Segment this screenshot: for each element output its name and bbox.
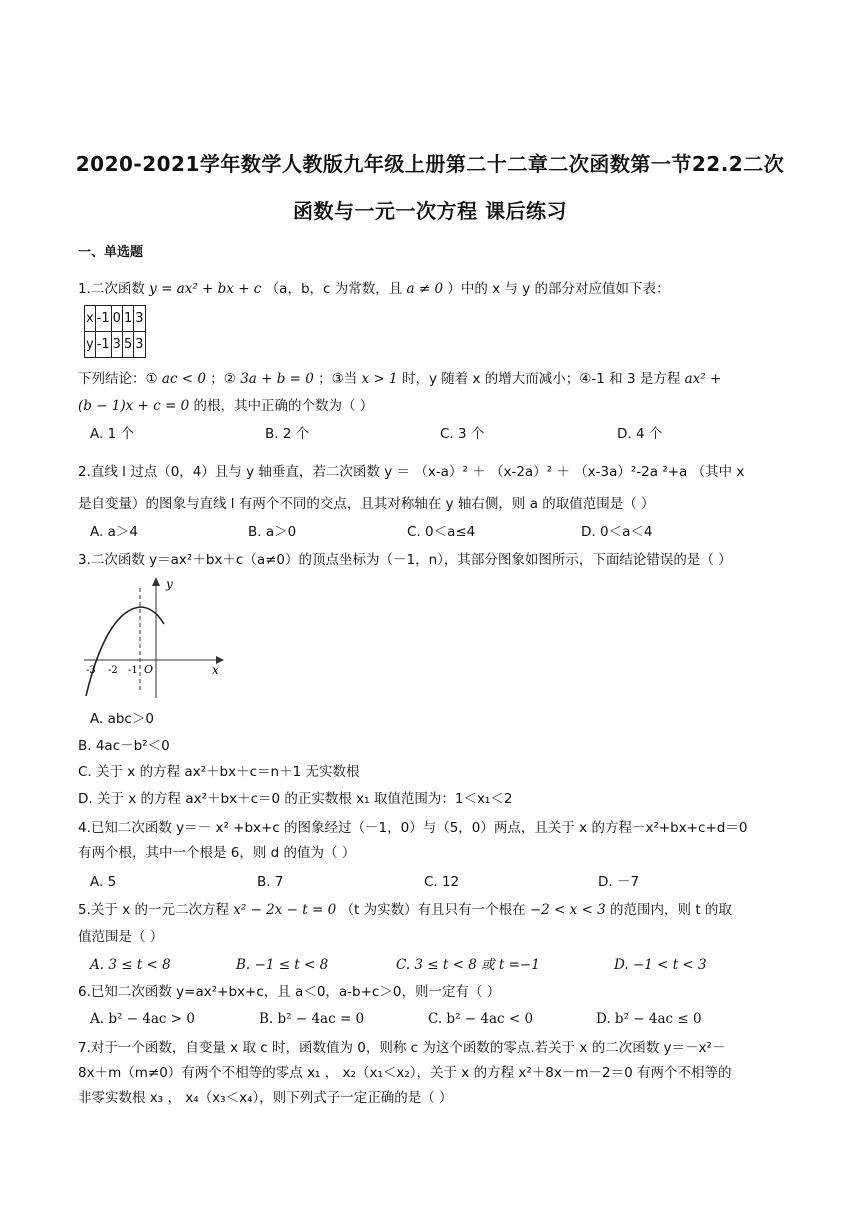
q1-option-d: D. 4 个 [617,426,663,442]
table-cell: -1 [95,306,111,332]
q1-conclusion-1: ac < 0 [161,371,206,387]
document-title-line-1: 2020-2021学年数学人教版九年级上册第二十二章二次函数第一节22.2二次 [75,152,785,176]
q3-option-d: D. 关于 x 的方程 ax²＋bx＋c＝0 的正实数根 x₁ 取值范围为：1＜x₁＜2 [78,791,513,807]
q1-conclusions-line-2 [78,396,373,416]
q1-post-text: ）中的 x 与 y 的部分对应值如下表： [443,281,670,297]
question-2-stem: 2.直线 l 过点（0，4）且与 y 轴垂直，若二次函数 y ＝ （x-a）² ＋ （x-2a）² ＋ （x-3a）²-2a ²+a （其中 x [78,464,745,480]
q5-option-a: A. 3 ≤ t < 8 [90,957,171,973]
q5-option-b: B. −1 ≤ t < 8 [236,957,329,973]
table-cell: 3 [134,332,145,358]
q2-option-b: B. a＞0 [248,524,297,540]
q5-pre-text: 5.关于 x 的一元二次方程 [78,902,234,918]
q2-option-a: A. a＞4 [90,524,138,540]
y-axis-label: y [166,577,173,591]
question-7-stem: 7.对于一个函数，自变量 x 取 c 时，函数值为 0，则称 c 为这个函数的零点.若关于 x 的二次函数 y＝－x²－ [78,1040,726,1056]
table-cell: 0 [111,306,122,332]
q1-option-a: A. 1 个 [90,426,134,442]
q6-option-b: B. b² − 4ac = 0 [259,1011,365,1027]
q3-option-c: C. 关于 x 的方程 ax²＋bx＋c＝n＋1 无实数根 [78,764,360,780]
q4-option-b: B. 7 [257,874,284,890]
table-cell: 1 [122,306,133,332]
q1-equation: (b − 1)x + c = 0 [78,398,190,414]
table-cell: -1 [95,332,111,358]
tick-label: -3 [86,665,96,676]
q5-equation: x² − 2x − t = 0 [233,902,337,918]
q4-option-d: D. －7 [598,874,640,890]
q4-option-c: C. 12 [424,874,460,890]
q1-pre-text: 1.二次函数 [78,281,150,297]
q2-option-d: D. 0＜a＜4 [581,524,653,540]
x-axis-label: x [212,663,219,677]
q6-option-d: D. b² − 4ac ≤ 0 [596,1011,702,1027]
document-title-line-2: 函数与一元一次方程 课后练习 [293,199,567,223]
q1-c-sep-1: ；② [206,371,241,387]
q3-option-a: A. abc＞0 [90,711,154,727]
tick-label: -1 [128,665,138,676]
section-heading: 一、单选题 [78,245,144,260]
q1-conclusion-3: x > 1 [361,371,398,387]
q1-option-b: B. 2 个 [265,426,310,442]
q1-option-c: C. 3 个 [440,426,485,442]
q1-c-mid: 时，y 随着 x 的增大而减小；④-1 和 3 是方程 [397,371,685,387]
q5-range: −2 < x < 3 [529,902,606,918]
q3-parabola-graph [78,574,228,702]
table-row [85,332,146,358]
q1-question-end: 的根，其中正确的个数为（ ） [189,398,374,414]
question-6-stem: 6.已知二次函数 y=ax²+bx+c，且 a＜0，a-b+c＞0，则一定有（ ） [78,984,501,1000]
table-cell: x [85,306,96,332]
question-7-stem-line-3: 非零实数根 x₃ ， x₄（x₃＜x₄），则下列式子一定正确的是（ ） [78,1090,453,1106]
q1-c-prefix: 下列结论：① [78,371,162,387]
q5-option-d: D. −1 < t < 3 [614,957,707,973]
table-cell: y [85,332,96,358]
question-5-stem-line-2: 值范围是（ ） [78,929,164,945]
q1-conclusion-2: 3a + b = 0 [240,371,314,387]
origin-label: O [144,663,154,676]
q1-mid-text: （a，b，c 为常数，且 [261,281,407,297]
table-cell: 5 [122,332,133,358]
tick-label: -2 [108,665,118,676]
parabola-curve [86,607,164,696]
q3-option-b: B. 4ac－b²＜0 [78,738,170,754]
y-axis-arrow-icon [152,577,160,586]
q6-option-a: A. b² − 4ac > 0 [90,1011,195,1027]
q5-mid-text: （t 为实数）有且只有一个根在 [336,902,530,918]
q4-option-a: A. 5 [90,874,117,890]
question-3-stem: 3.二次函数 y＝ax²＋bx＋c（a≠0）的顶点坐标为（－1，n），其部分图象如图所示，下面结论错误的是（ ） [78,552,732,568]
q1-condition: a ≠ 0 [406,281,444,297]
question-2-stem-line-2: 是自变量）的图象与直线 l 有两个不同的交点，且其对称轴在 y 轴右侧，则 a 的取值范围是（ ） [78,496,655,512]
table-row [85,306,146,332]
q5-post-text: 的范围内，则 t 的取 [605,902,732,918]
table-cell: 3 [134,306,145,332]
question-5-stem [78,900,732,920]
q1-value-table [84,305,146,358]
q2-option-c: C. 0＜a≤4 [407,524,476,540]
table-cell: 3 [111,332,122,358]
q5-option-c: C. 3 ≤ t < 8 或 t =−1 [396,957,540,973]
question-7-stem-line-2: 8x＋m（m≠0）有两个不相等的零点 x₁ ， x₂（x₁＜x₂），关于 x 的方程 x²＋8x－m－2＝0 有两个不相等的 [78,1065,732,1081]
q6-option-c: C. b² − 4ac < 0 [428,1011,534,1027]
q1-c-sep-2: ；③当 [313,371,362,387]
question-4-stem-line-2: 有两个根，其中一个根是 6，则 d 的值为（ ） [78,845,356,861]
question-1-stem [78,279,670,299]
question-4-stem: 4.已知二次函数 y＝－ x² +bx+c 的图象经过（－1，0）与（5，0）两点，且关于 x 的方程－x²+bx+c+d＝0 [78,820,748,836]
q1-formula: y = ax² + bx + c [149,281,262,297]
q1-conclusions [78,369,721,389]
q1-conclusion-4: ax² + [684,371,722,387]
